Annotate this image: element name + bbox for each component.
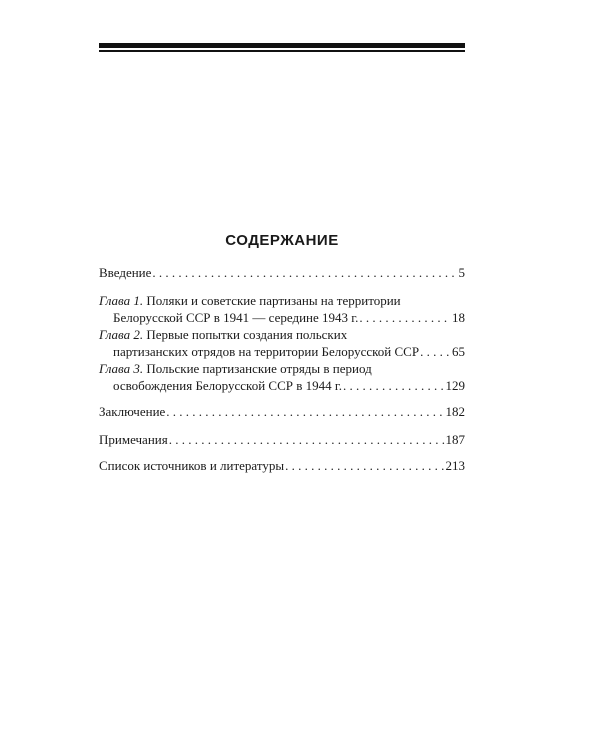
table-of-contents <box>99 264 465 474</box>
chapter-title-line-2: партизанских отрядов на территории Белорусской ССР <box>113 344 420 359</box>
chapter-title-line-2: освобождения Белорусской ССР в 1944 г. <box>113 378 342 393</box>
dot-leader <box>166 403 444 420</box>
header-rule-thin <box>99 50 465 52</box>
toc-entry-sources[interactable] <box>99 457 465 474</box>
toc-entry-intro[interactable] <box>99 264 465 281</box>
toc-page-number: 213 <box>445 458 465 473</box>
chapter-label: Глава 1. <box>99 293 144 308</box>
chapter-title-line-1: Поляки и советские партизаны на территории <box>146 293 401 308</box>
toc-title: СОДЕРЖАНИЕ <box>225 232 339 249</box>
toc-entry-text: Введение <box>99 265 152 280</box>
toc-entry-text: Примечания <box>99 432 168 447</box>
dot-leader <box>169 431 445 448</box>
chapter-title-line-2: Белорусской ССР в 1941 — середине 1943 г. <box>113 310 359 325</box>
toc-entry-text: Список источников и литературы <box>99 458 285 473</box>
toc-entry-chapter-1[interactable] <box>99 292 465 326</box>
toc-page-number: 182 <box>445 404 465 419</box>
chapter-label: Глава 2. <box>99 327 144 342</box>
dot-leader <box>420 343 451 360</box>
toc-entry-chapter-3[interactable] <box>99 360 465 394</box>
dot-leader <box>152 264 457 281</box>
toc-page-number: 65 <box>452 344 465 359</box>
chapter-title-line-1: Первые попытки создания польских <box>146 327 348 342</box>
dot-leader <box>285 457 444 474</box>
dot-leader <box>359 309 451 326</box>
toc-entry-notes[interactable] <box>99 431 465 448</box>
chapter-title-line-1: Польские партизанские отряды в период <box>146 361 372 376</box>
header-rule-thick <box>99 43 465 48</box>
toc-page-number: 18 <box>452 310 465 325</box>
toc-entry-chapter-2[interactable] <box>99 326 465 360</box>
toc-page-number: 187 <box>445 432 465 447</box>
dot-leader <box>343 377 445 394</box>
toc-page-number: 5 <box>458 265 465 280</box>
toc-page-number: 129 <box>445 378 465 393</box>
toc-entry-conclusion[interactable] <box>99 403 465 420</box>
chapter-label: Глава 3. <box>99 361 144 376</box>
toc-entry-text: Заключение <box>99 404 166 419</box>
